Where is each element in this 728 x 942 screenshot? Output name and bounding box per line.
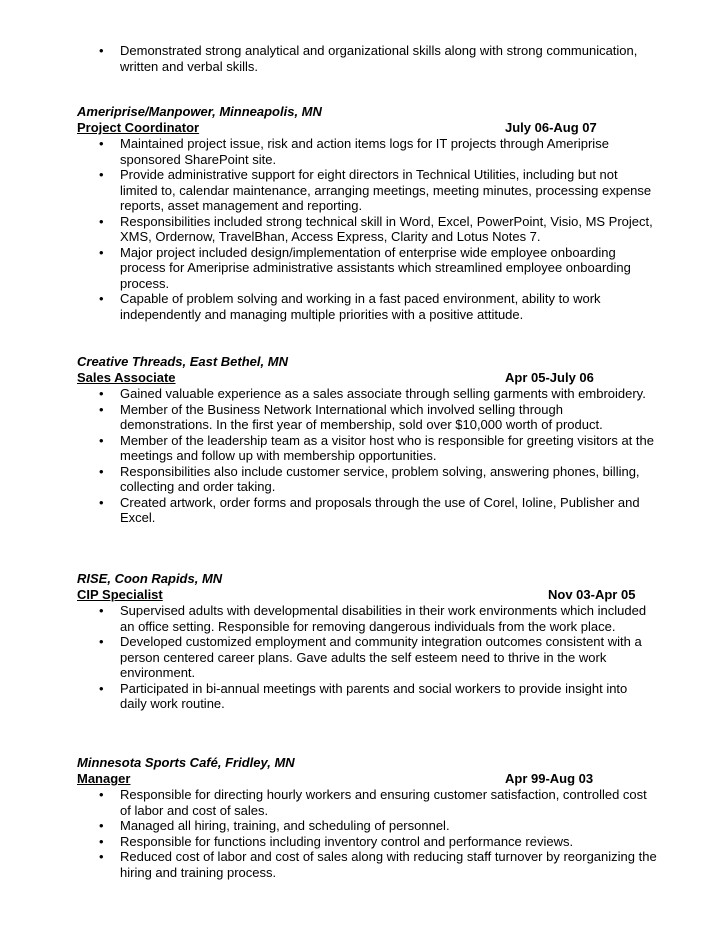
bullet-icon: • <box>99 680 104 696</box>
job-title-row <box>77 120 657 136</box>
list-item: • Supervised adults with developmental disabilities in their work environments which included an office setting. Responsible for removing dangerous individuals from the work place. <box>99 603 647 634</box>
list-item: • Member of the leadership team as a visitor host who is responsible for greeting visitors at the meetings and follow up with membership opportunities. <box>99 432 654 463</box>
list-item: • Participated in bi-annual meetings with parents and social workers to provide insight into daily work routine. <box>99 680 628 711</box>
job-title-row <box>77 587 657 603</box>
job-dates: July 06-Aug 07 <box>505 120 597 135</box>
job-minnesota-sports-cafe <box>77 755 657 880</box>
bullet-icon: • <box>99 386 104 401</box>
job-title: Sales Associate <box>77 370 176 385</box>
bullet-icon: • <box>99 432 104 448</box>
job-dates: Nov 03-Apr 05 <box>548 587 636 602</box>
job-title: CIP Specialist <box>77 587 163 602</box>
job-ameriprise <box>77 104 657 322</box>
job-dates: Apr 05-July 06 <box>505 370 594 385</box>
list-item: • Responsibilities also include customer service, problem solving, answering phones, billing, collecting and order taking. <box>99 463 640 494</box>
bullet-icon: • <box>99 634 104 649</box>
bullet-icon: • <box>99 291 104 306</box>
intro-bullet-list <box>77 43 657 74</box>
bullet-icon: • <box>99 244 104 260</box>
list-item: • Gained valuable experience as a sales associate through selling garments with embroidery. <box>99 386 646 401</box>
job-title: Manager <box>77 771 131 786</box>
list-item: • Managed all hiring, training, and scheduling of personnel. <box>99 818 450 833</box>
job-bullet-list <box>77 386 657 526</box>
list-item: • Demonstrated strong analytical and organizational skills along with strong communication, written and verbal skills. <box>99 43 638 74</box>
company-name: Creative Threads, East Bethel, MN <box>77 354 288 369</box>
job-bullet-list <box>77 136 657 322</box>
list-item: • Responsible for functions including inventory control and performance reviews. <box>99 833 574 849</box>
list-item: • Responsible for directing hourly workers and ensuring customer satisfaction, controlled cost of labor and cost of sales. <box>99 787 647 818</box>
bullet-icon: • <box>99 213 104 229</box>
bullet-icon: • <box>99 167 104 182</box>
bullet-icon: • <box>99 833 104 849</box>
list-item: • Major project included design/implementation of enterprise wide employee onboarding process for Ameriprise administrative assistants which streamlined employee onboarding process. <box>99 244 631 291</box>
bullet-icon: • <box>99 494 104 510</box>
job-creative-threads <box>77 354 657 526</box>
bullet-icon: • <box>99 603 104 618</box>
job-rise <box>77 571 657 712</box>
bullet-icon: • <box>99 43 104 58</box>
intro-section <box>77 43 657 74</box>
bullet-icon: • <box>99 787 104 802</box>
bullet-icon: • <box>99 818 104 833</box>
job-title: Project Coordinator <box>77 120 200 135</box>
list-item: • Maintained project issue, risk and action items logs for IT projects through Ameriprise sponsored SharePoint site. <box>99 136 609 167</box>
list-item: • Responsibilities included strong technical skill in Word, Excel, PowerPoint, Visio, MS Project, XMS, Ordernow, TravelBhan, Access Express, Clarity and Lotus Notes 7. <box>99 213 653 244</box>
job-bullet-list <box>77 603 657 712</box>
list-item: • Developed customized employment and community integration outcomes consistent with a person centered career plans. Gave adults the self esteem need to thrive in the work environment. <box>99 634 642 680</box>
company-name: Ameriprise/Manpower, Minneapolis, MN <box>77 104 322 119</box>
list-item: • Reduced cost of labor and cost of sales along with reducing staff turnover by reorganizing the hiring and training process. <box>99 849 657 880</box>
list-item: • Member of the Business Network International which involved selling through demonstrations. In the first year of membership, sold over $10,000 worth of product. <box>99 401 603 432</box>
bullet-icon: • <box>99 849 104 864</box>
list-item: • Provide administrative support for eight directors in Technical Utilities, including but not limited to, calendar maintenance, arranging meetings, meeting minutes, processing expense reports, asset management and reporting. <box>99 167 652 213</box>
list-item: • Created artwork, order forms and proposals through the use of Corel, Ioline, Publisher and Excel. <box>99 494 640 525</box>
job-bullet-list <box>77 787 657 880</box>
job-title-row <box>77 771 657 787</box>
bullet-icon: • <box>99 463 104 479</box>
job-dates: Apr 99-Aug 03 <box>505 771 594 786</box>
bullet-icon: • <box>99 401 104 417</box>
company-name: RISE, Coon Rapids, MN <box>77 571 223 586</box>
company-name: Minnesota Sports Café, Fridley, MN <box>77 755 295 770</box>
bullet-icon: • <box>99 136 104 151</box>
job-title-row <box>77 370 657 386</box>
list-item: • Capable of problem solving and working in a fast paced environment, ability to work independently and managing multiple priorities with a positive attitude. <box>99 291 601 322</box>
